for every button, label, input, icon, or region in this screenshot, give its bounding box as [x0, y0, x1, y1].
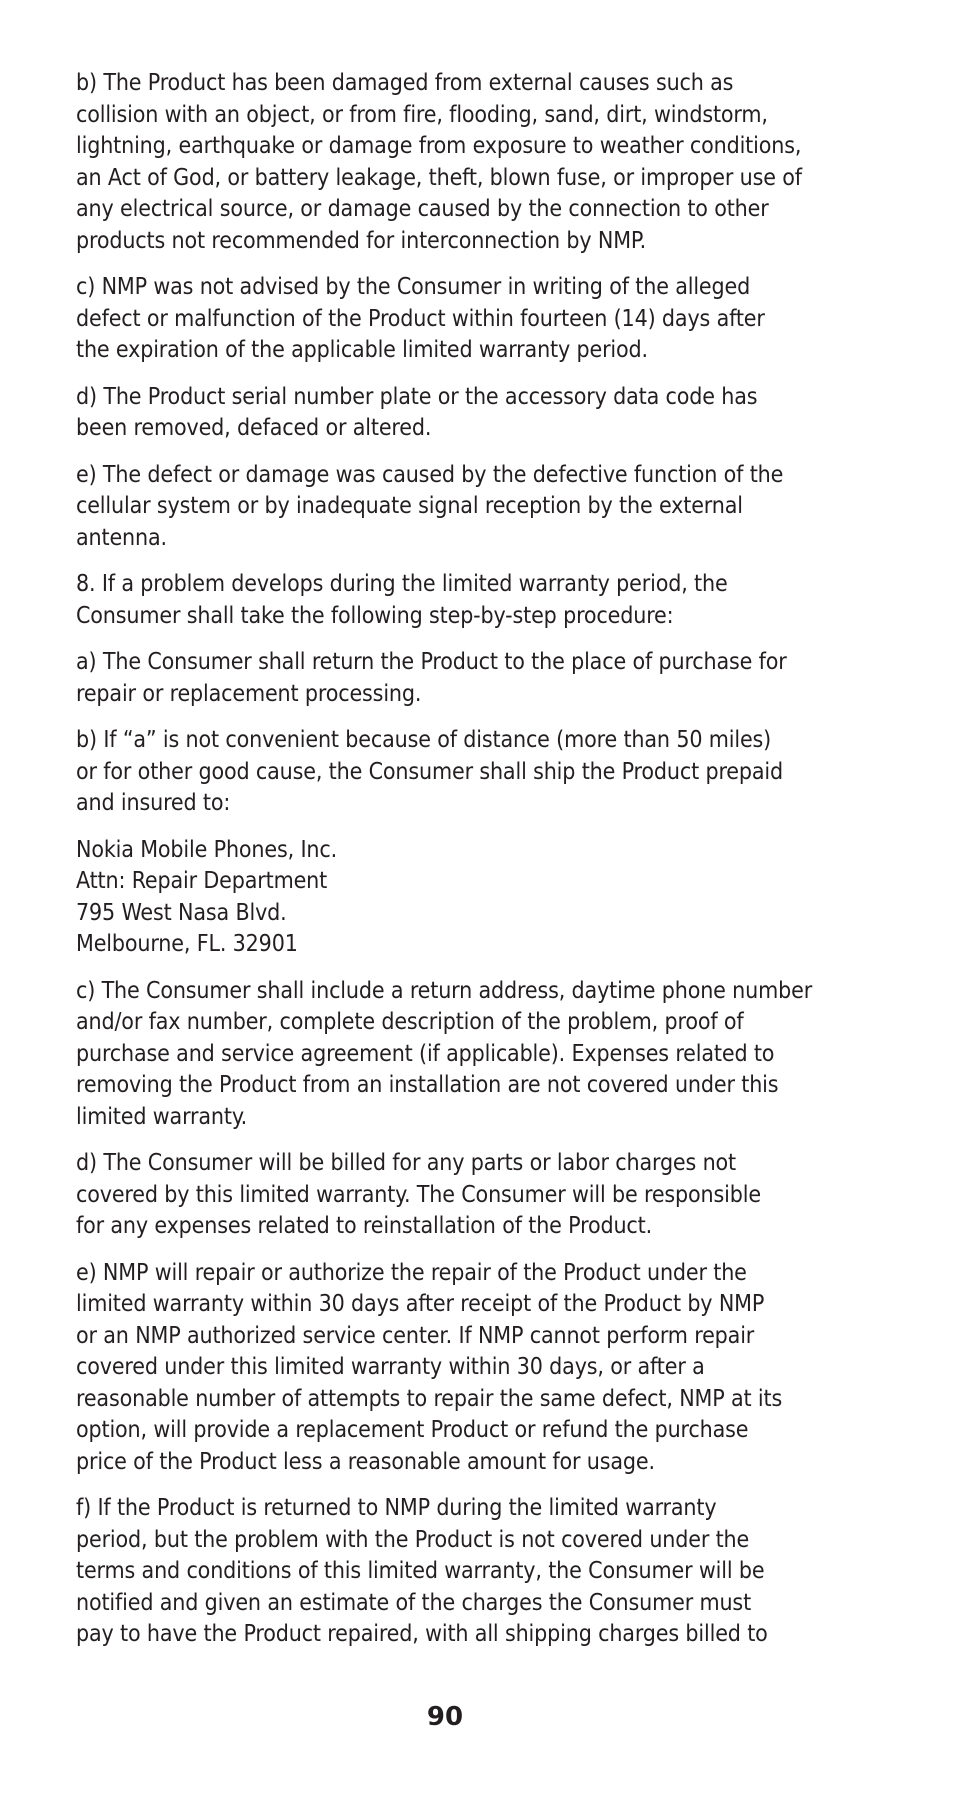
paragraph-d-billed: d) The Consumer will be billed for any parts or labor charges not covered by this limited warranty. The Consumer will be responsible for any expenses related to reinstallation of the Product. — [76, 1150, 761, 1239]
paragraph-8-procedure: 8. If a problem develops during the limited warranty period, the Consumer shall take the following step-by-step procedure: — [76, 571, 728, 629]
paragraph-c-not-advised: c) NMP was not advised by the Consumer in writing of the alleged defect or malfunction of the Product within fourteen (14) days after the expiration of the applicable limited warranty period. — [76, 274, 765, 363]
page-number: 90 — [426, 1702, 464, 1732]
paragraph-d-serial-removed: d) The Product serial number plate or the accessory data code has been removed, defaced or altered. — [76, 383, 758, 441]
paragraph-f-not-covered: f) If the Product is returned to NMP during the limited warranty period, but the problem with the Product is not covered under the terms and conditions of this limited warranty, the Consumer will be notified and given an estimate of the charges the Consumer must pay to have the Product repaired, with all shipping charges billed to — [76, 1495, 768, 1647]
paragraph-c-include-info: c) The Consumer shall include a return address, daytime phone number and/or fax number, complete description of the problem, proof of purchase and service agreement (if applicable). Expenses related to removing the Product from an installation are not covered under this limited warranty. — [76, 977, 813, 1130]
paragraph-a-return: a) The Consumer shall return the Product to the place of purchase for repair or replacement processing. — [76, 649, 787, 707]
repair-address: Nokia Mobile Phones, Inc. Attn: Repair Department 795 West Nasa Blvd. Melbourne, FL. 32901 — [76, 836, 338, 957]
document-body — [76, 68, 836, 1666]
paragraph-e-repair-timeframe: e) NMP will repair or authorize the repair of the Product under the limited warranty within 30 days after receipt of the Product by NMP or an NMP authorized service center. If NMP cannot perform repair covered under this limited warranty within 30 days, or after a reasonable number of attempts to repair the same defect, NMP at its option, will provide a replacement Product or refund the purchase price of the Product less a reasonable amount for usage. — [76, 1259, 783, 1475]
paragraph-b-external-damage: b) The Product has been damaged from external causes such as collision with an object, or from fire, flooding, sand, dirt, windstorm, lightning, earthquake or damage from exposure to weather conditions, an Act of God, or battery leakage, theft, blown fuse, or improper use of any electrical source, or damage caused by the connection to other products not recommended for interconnection by NMP. — [76, 70, 802, 254]
paragraph-b-ship: b) If “a” is not convenient because of distance (more than 50 miles) or for other good cause, the Consumer shall ship the Product prepaid and insured to: — [76, 727, 783, 816]
paragraph-e-cellular-system: e) The defect or damage was caused by the defective function of the cellular system or by inadequate signal reception by the external antenna. — [76, 461, 784, 551]
